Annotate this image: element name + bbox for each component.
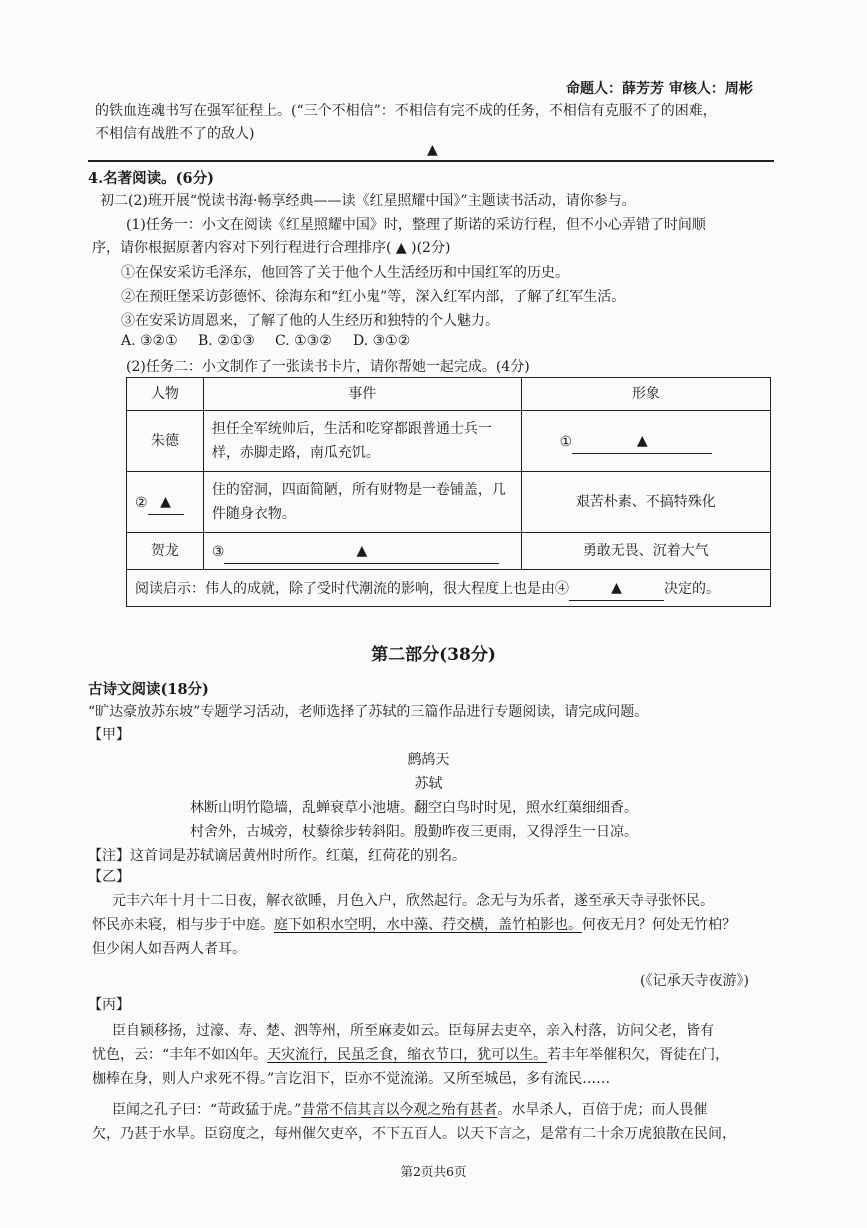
table-row [127,411,771,472]
yi-line-1: 元丰六年十月十二日夜，解衣欲睡，月色入户，欣然起行。念无与为乐者，遂至承天寺寻张怀民。 [112,893,714,909]
section-title: 古诗文阅读(18分) [88,681,209,698]
option-d: D. ③①② [353,333,411,349]
answer-marker: ▲ [427,142,438,158]
yi-line-2: 怀民亦未寝，相与步于中庭。庭下如积水空明，水中藻、荇交横，盖竹柏影也。何夜无月？何处无竹柏？ [92,917,736,933]
itinerary-item-2: ②在预旺堡采访彭德怀、徐海东和“红小鬼”等，深入红军内部，了解了红军生活。 [121,289,626,305]
header-person: 人物 [127,378,204,411]
prev-answer-line-1: 的铁血连魂书写在强军征程上。(“三个不相信”：不相信有完不成的任务，不相信有克服不了的困难， [95,103,717,119]
insight-text: 阅读启示：伟人的成就，除了受时代潮流的影响，很大程度上也是由④ [135,580,569,597]
label-bing: 【丙】 [88,997,130,1013]
task2-line: (2)任务二：小文制作了一张读书卡片，请你帮她一起完成。(4分) [126,359,530,375]
label-yi: 【乙】 [88,869,130,885]
section-divider [88,160,774,162]
page-number: 第2页共6页 [400,1164,467,1179]
table-header-row [127,378,771,411]
bing-line-5: 欠，乃甚于水旱。臣窃度之，每州催欠吏卒，不下五百人。以天下言之，是常有二十余万虎狼散在民间， [92,1126,736,1142]
cell-image: 艰苦朴素、不搞特殊化 [521,472,770,533]
itinerary-item-3: ③在安采访周恩来，了解了他的人生经历和独特的个人魅力。 [121,313,499,329]
table-row [127,533,771,570]
header-image: 形象 [521,378,770,411]
answer-blank[interactable]: ▲ [148,490,184,515]
poem-author: 苏轼 [414,776,443,792]
prev-answer-line-2: 不相信有战胜不了的敌人) [95,126,255,142]
table-footer-row [127,570,771,607]
cell-person: 朱德 [127,411,204,472]
blank-number: ① [559,433,573,450]
option-a: A. ③②① [121,333,178,349]
underlined-sentence: 天灾流行，民虽乏食，缩衣节口，犹可以生。 [267,1047,548,1063]
reading-insight [127,570,771,607]
q4-intro: 初二(2)班开展“悦读书海·畅享经典——读《红星照耀中国》”主题读书活动，请你参与。 [100,193,636,209]
itinerary-item-1: ①在保安采访毛泽东，他回答了关于他个人生活经历和中国红军的历史。 [121,265,569,281]
label-jia: 【甲】 [88,727,130,743]
task1-line-1: (1)任务一：小文在阅读《红星照耀中国》时，整理了斯诺的采访行程，但不小心弄错了时间顺 [126,217,706,233]
task1-line-2: 序，请你根据原著内容对下列行程进行合理排序( ▲ )(2分) [92,240,451,256]
section-intro: “旷达豪放苏东坡”专题学习活动，老师选择了苏轼的三篇作品进行专题阅读，请完成问题。 [88,704,649,720]
option-b: B. ②①③ [198,333,255,349]
cell-person [127,472,204,533]
blank-number: ② [135,494,148,511]
underlined-sentence: 庭下如积水空明，水中藻、荇交横，盖竹柏影也。 [274,917,582,933]
underlined-sentence: 昔常不信其言以今观之殆有甚者 [301,1102,498,1118]
header-event: 事件 [203,378,521,411]
poem-line-2: 村舍外，古城旁，杖藜徐步转斜阳。殷勤昨夜三更雨，又得浮生一日凉。 [190,824,638,840]
cell-person: 贺龙 [127,533,204,570]
part2-title: 第二部分(38分) [371,645,496,665]
bing-line-3: 枷棒在身，则人户求死不得。”言讫泪下，臣亦不觉流涕。又所至城邑，多有流民…… [92,1071,611,1087]
yi-source: (《记承天寺夜游》) [640,973,749,989]
cell-event [203,533,521,570]
cell-image: 勇敢无畏、沉着大气 [521,533,770,570]
bing-line-2: 忧色，云：“丰年不如凶年。天灾流行，民虽乏食，缩衣节口，犹可以生。若丰年举催积欠，胥徒在门， [92,1047,730,1063]
reading-card-table [126,377,771,607]
authors-line: 命题人：薛芳芳 审核人：周彬 [566,81,753,97]
q4-title: 4.名著阅读。(6分) [88,170,214,187]
options-row [121,333,410,349]
answer-blank[interactable]: ▲ [224,539,499,564]
poem-note: 【注】这首词是苏轼谪居黄州时所作。红蕖，红荷花的别名。 [88,848,466,864]
poem-line-1: 林断山明竹隐墙，乱蝉衰草小池塘。翻空白鸟时时见，照水红蕖细细香。 [190,800,638,816]
table-row [127,472,771,533]
blank-number: ③ [211,543,225,560]
option-c: C. ①③② [275,333,332,349]
cell-event: 住的窑洞，四面简陋，所有财物是一卷铺盖，几件随身衣物。 [203,472,521,533]
yi-line-3: 但少闲人如吾两人者耳。 [92,941,246,957]
bing-line-1: 臣自颍移扬，过濠、寿、楚、泗等州，所至麻麦如云。臣每屏去吏卒，亲入村落，访问父老，皆有 [112,1023,714,1039]
answer-blank[interactable]: ▲ [572,429,712,454]
insight-text-end: 决定的。 [664,580,720,597]
poem-title: 鹧鸪天 [407,752,450,768]
answer-blank[interactable]: ▲ [569,576,664,601]
cell-image [521,411,770,472]
cell-event: 担任全军统帅后，生活和吃穿都跟普通士兵一样，赤脚走路，南瓜充饥。 [203,411,521,472]
bing-line-4: 臣闻之孔子曰：“苛政猛于虎。”昔常不信其言以今观之殆有甚者。水旱杀人，百倍于虎；而人畏催 [112,1102,708,1118]
